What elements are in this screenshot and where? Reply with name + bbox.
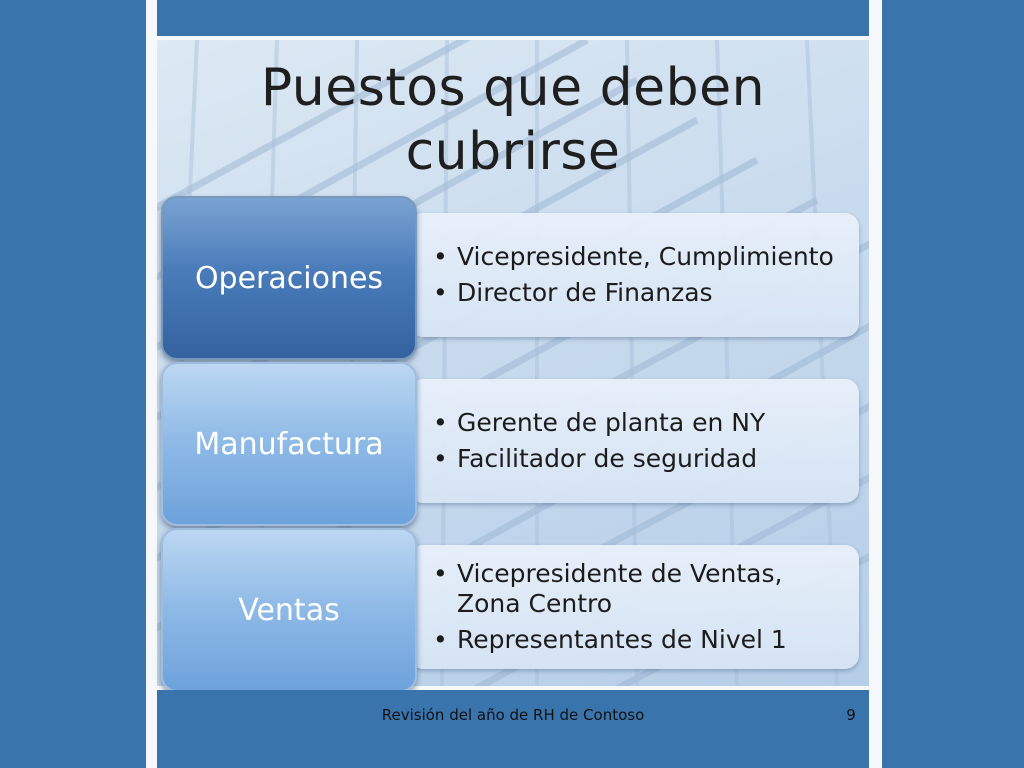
list-item: • Vicepresidente de Ventas, Zona Centro (433, 559, 849, 619)
operaciones-tile (161, 196, 417, 360)
list-item: • Representantes de Nivel 1 (433, 625, 849, 655)
page-number: 9 (846, 706, 856, 724)
ventas-label: Ventas (238, 592, 340, 628)
operaciones-label: Operaciones (194, 260, 384, 296)
operaciones-card (409, 213, 859, 337)
list-item: • Facilitador de seguridad (433, 444, 849, 474)
group-operaciones (161, 196, 861, 356)
top-band (157, 0, 869, 36)
operaciones-list (409, 236, 859, 314)
ventas-list (409, 553, 859, 661)
manufactura-list (409, 402, 859, 480)
list-item: • Vicepresidente, Cumplimiento (433, 242, 849, 272)
slide-title: Puestos que deben cubrirse (260, 58, 766, 182)
group-manufactura (161, 362, 861, 522)
group-ventas (161, 528, 861, 688)
bottom-band (157, 690, 869, 768)
footer-text: Revisión del año de RH de Contoso (381, 706, 645, 724)
manufactura-tile (161, 362, 417, 526)
manufactura-label: Manufactura (194, 426, 384, 462)
ventas-tile (161, 528, 417, 692)
manufactura-card (409, 379, 859, 503)
list-item: • Gerente de planta en NY (433, 408, 849, 438)
list-item: • Director de Finanzas (433, 278, 849, 308)
ventas-card (409, 545, 859, 669)
